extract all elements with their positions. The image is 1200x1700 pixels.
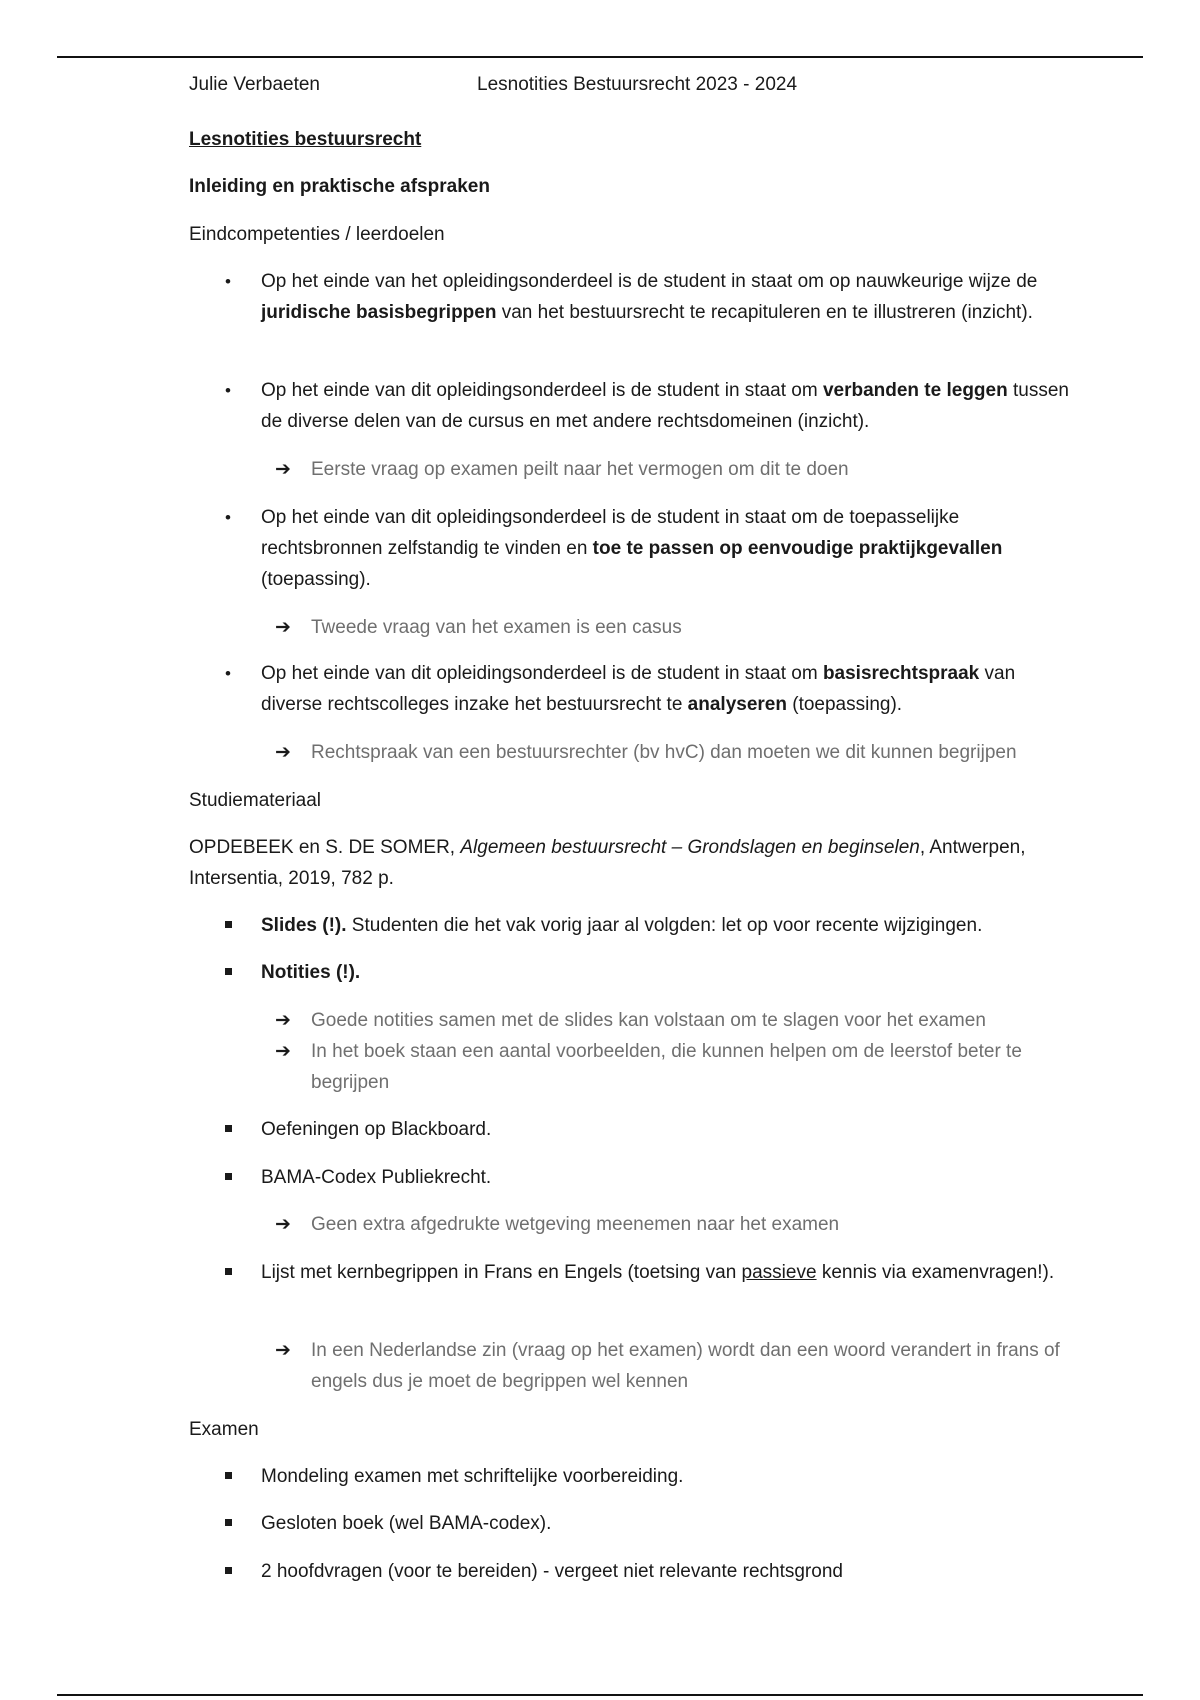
competencies-heading: Eindcompetenties / leerdoelen — [189, 224, 445, 245]
material-item: BAMA-Codex Publiekrecht. — [261, 1162, 1081, 1193]
square-bullet-icon — [225, 1257, 232, 1288]
material-item: Slides (!). Studenten die het vak vorig jaar al volgden: let op voor recente wijzigingen. — [261, 910, 1081, 941]
note-item: ➔ Eerste vraag op examen peilt naar het vermogen om dit te doen — [311, 454, 1091, 485]
arrow-right-icon: ➔ — [275, 1340, 291, 1361]
bullet-icon — [225, 502, 231, 533]
exam-item: Mondeling examen met schriftelijke voorbereiding. — [261, 1461, 1081, 1492]
competency-item: • Op het einde van dit opleidingsonderdeel is de student in staat om verbanden te leggen tussen de diverse delen van de cursus en met andere rechtsdomeinen (inzicht). — [261, 375, 1081, 437]
header-author: Julie Verbaeten — [189, 74, 320, 95]
note-item: ➔ Goede notities samen met de slides kan volstaan om te slagen voor het examen — [311, 1005, 1091, 1036]
bullet-icon — [225, 266, 231, 297]
arrow-right-icon: ➔ — [275, 1010, 291, 1031]
note-item: ➔ Tweede vraag van het examen is een casus — [311, 612, 1091, 643]
competency-item: • Op het einde van dit opleidingsonderdeel is de student in staat om de toepasselijke rechtsbronnen zelfstandig te vinden en toe te passen op eenvoudige praktijkgevallen (toepassing). — [261, 502, 1081, 595]
arrow-right-icon: ➔ — [275, 459, 291, 480]
competency-item: • Op het einde van het opleidingsonderdeel is de student in staat om op nauwkeurige wijze de juridische basisbegrippen van het bestuursrecht te recapituleren en te illustreren (inzicht). — [261, 266, 1081, 328]
bottom-rule — [57, 1694, 1143, 1696]
top-rule — [57, 56, 1143, 58]
material-item: Lijst met kernbegrippen in Frans en Engels (toetsing van passieve kennis via examenvragen!). — [261, 1257, 1081, 1288]
note-item: ➔ Rechtspraak van een bestuursrechter (bv hvC) dan moeten we dit kunnen begrijpen — [311, 737, 1091, 768]
arrow-right-icon: ➔ — [275, 742, 291, 763]
arrow-right-icon: ➔ — [275, 1041, 291, 1062]
section-heading: Inleiding en praktische afspraken — [189, 176, 490, 197]
study-material-heading: Studiemateriaal — [189, 790, 322, 811]
square-bullet-icon — [225, 1114, 232, 1145]
competency-item: • Op het einde van dit opleidingsonderdeel is de student in staat om basisrechtspraak van diverse rechtscolleges inzake het bestuursrecht te analyseren (toepassing). — [261, 658, 1081, 720]
exam-heading: Examen — [189, 1419, 259, 1440]
square-bullet-icon — [225, 1162, 232, 1193]
note-item: ➔ In een Nederlandse zin (vraag op het examen) wordt dan een woord verandert in frans of engels dus je moet de begrippen wel kennen — [311, 1335, 1091, 1397]
square-bullet-icon — [225, 1508, 232, 1539]
note-item: ➔ Geen extra afgedrukte wetgeving meenemen naar het examen — [311, 1209, 1091, 1240]
bullet-icon — [225, 658, 231, 689]
book-reference: OPDEBEEK en S. DE SOMER, Algemeen bestuursrecht – Grondslagen en beginselen, Antwerpen, Intersentia, 2019, 782 p. — [189, 837, 1026, 889]
material-item: Oefeningen op Blackboard. — [261, 1114, 1081, 1145]
exam-item: 2 hoofdvragen (voor te bereiden) - vergeet niet relevante rechtsgrond — [261, 1556, 1081, 1587]
arrow-right-icon: ➔ — [275, 617, 291, 638]
material-item: Notities (!). — [261, 957, 1081, 988]
square-bullet-icon — [225, 1556, 232, 1587]
square-bullet-icon — [225, 910, 232, 941]
bullet-icon — [225, 375, 231, 406]
note-item: ➔ In het boek staan een aantal voorbeelden, die kunnen helpen om de leerstof beter te begrijpen — [311, 1036, 1091, 1098]
exam-item: Gesloten boek (wel BAMA-codex). — [261, 1508, 1081, 1539]
arrow-right-icon: ➔ — [275, 1214, 291, 1235]
document-title: Lesnotities bestuursrecht — [189, 129, 422, 150]
square-bullet-icon — [225, 1461, 232, 1492]
square-bullet-icon — [225, 957, 232, 988]
header-title: Lesnotities Bestuursrecht 2023 - 2024 — [477, 74, 798, 95]
